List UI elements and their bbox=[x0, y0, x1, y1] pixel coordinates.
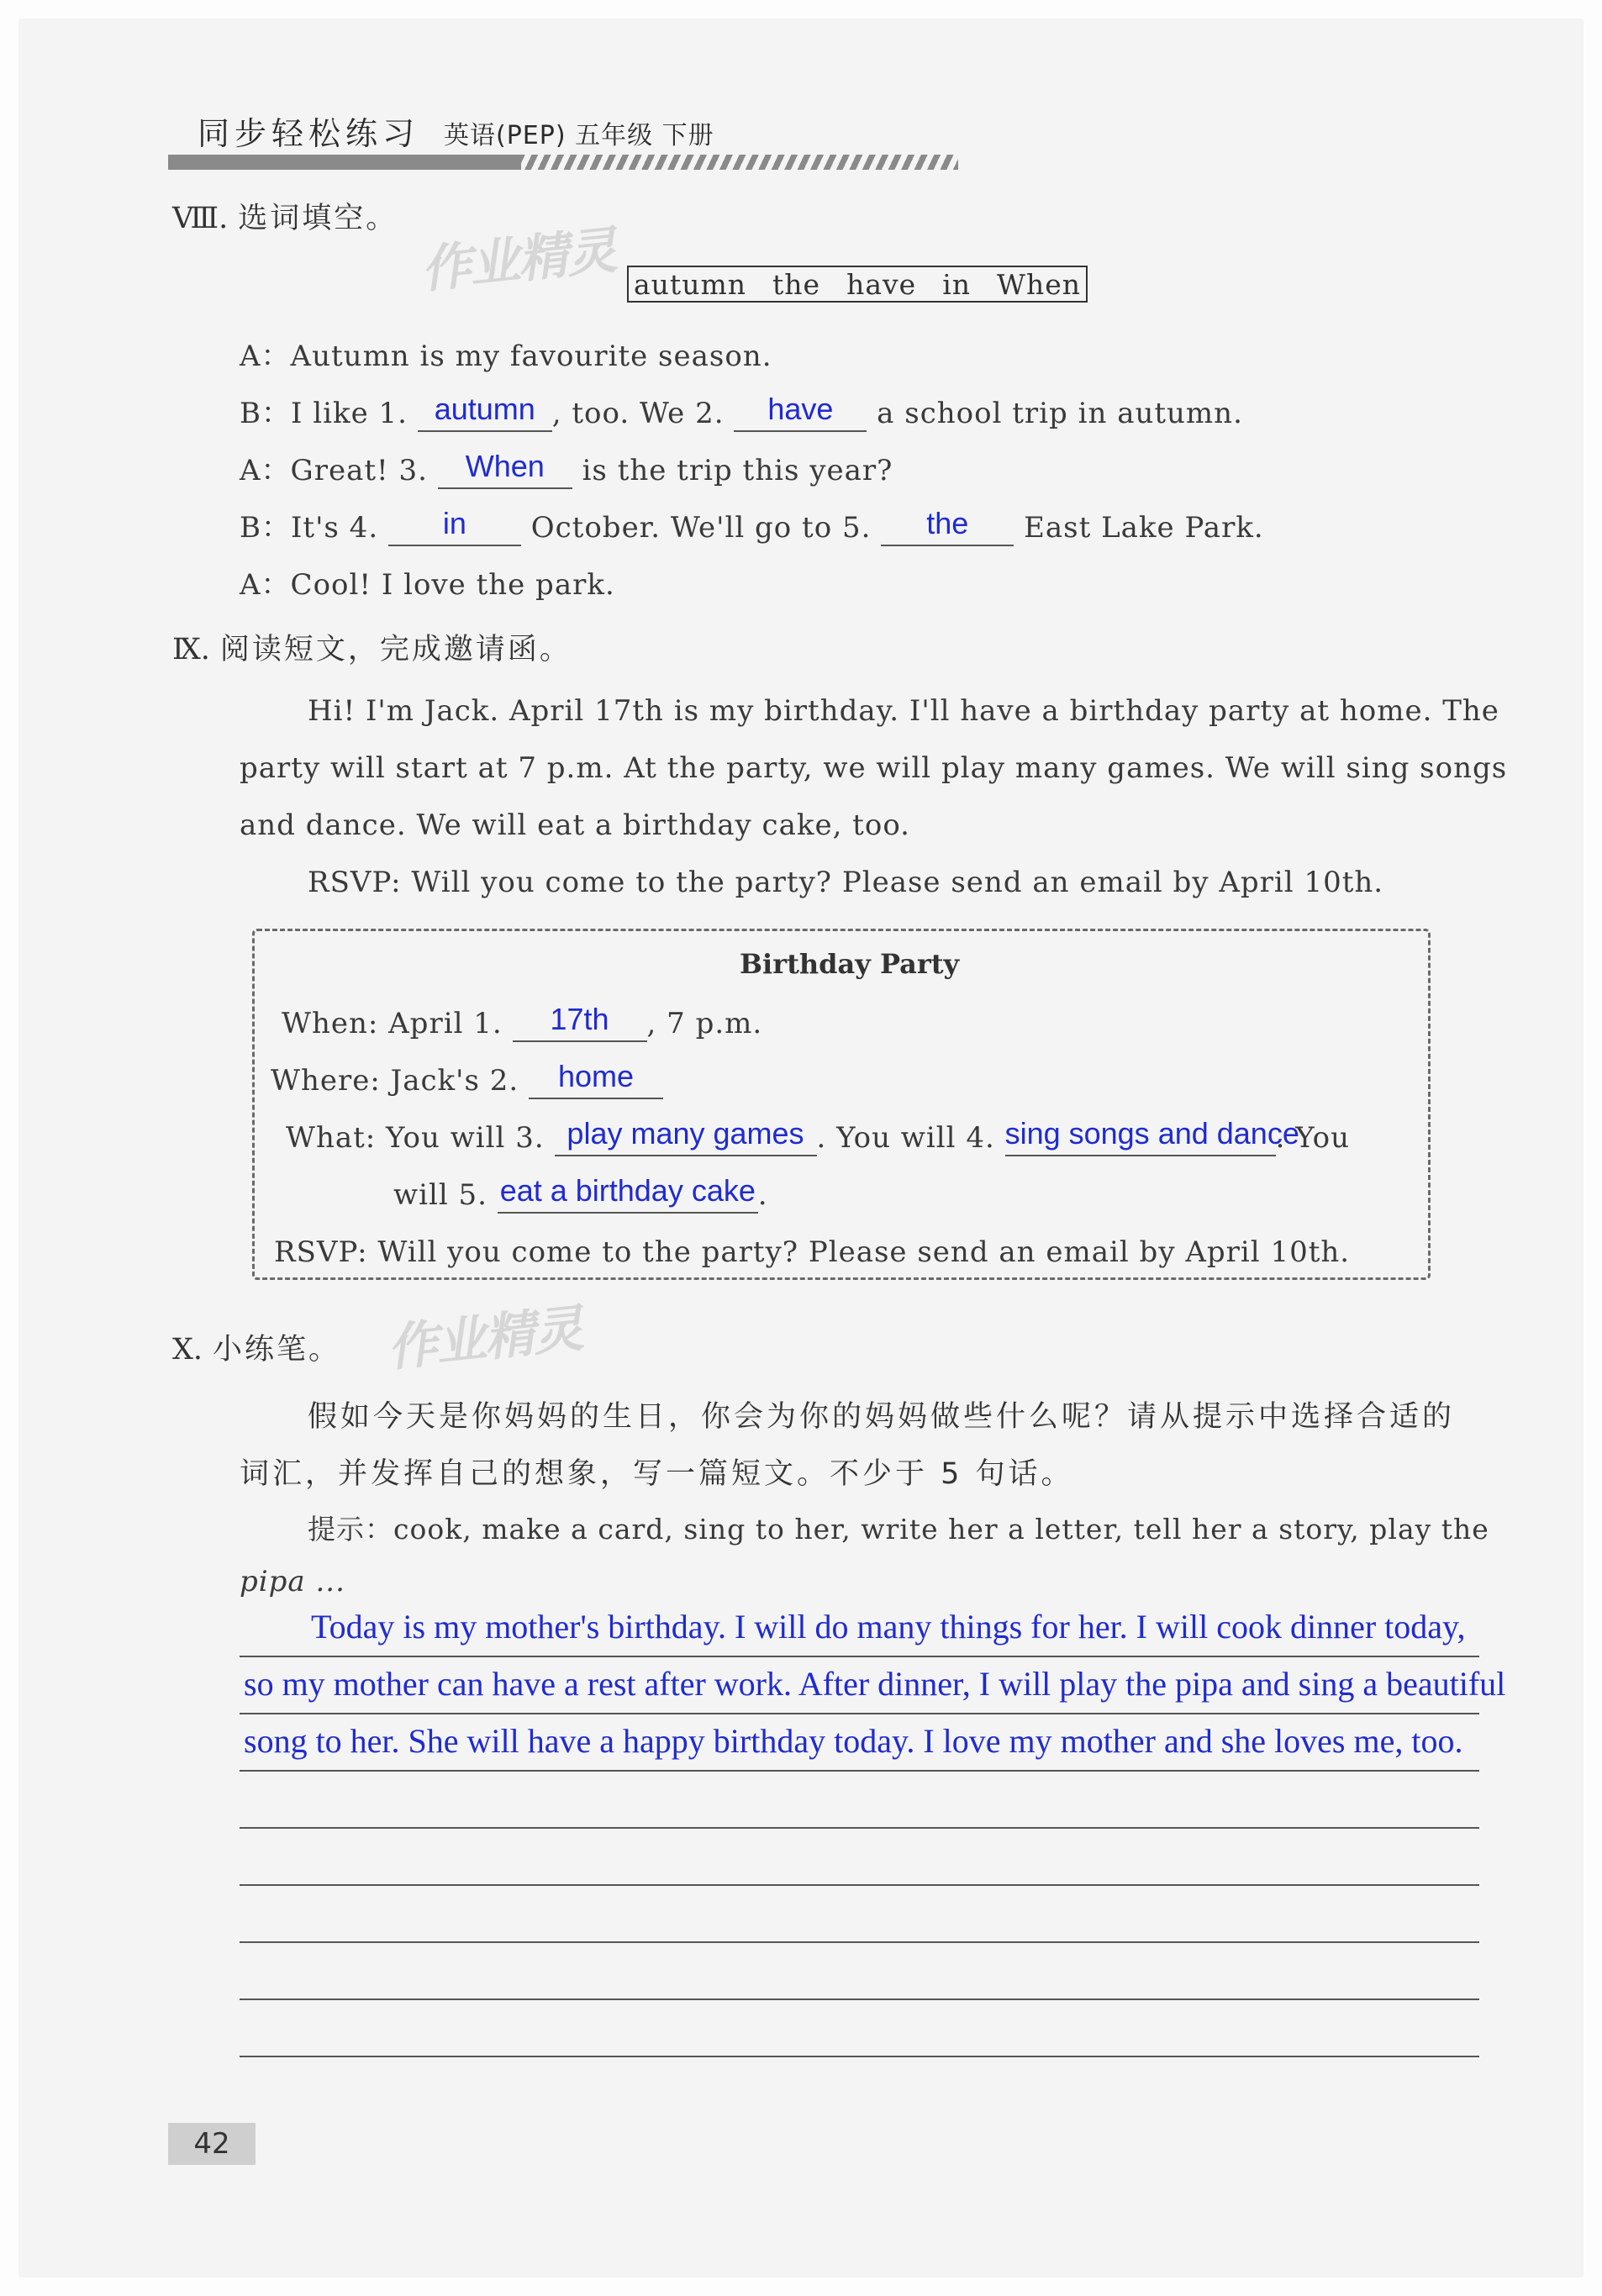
invitation-blank-3 bbox=[555, 1116, 817, 1156]
invitation-text: . You will 4. bbox=[816, 1121, 995, 1155]
dialogue-text: B：I like 1. bbox=[240, 397, 408, 430]
essay-line-2: so my mother can have a rest after work. After dinner, I will play the pipa and sing a beautiful bbox=[244, 1665, 1506, 1703]
invitation-where bbox=[271, 1059, 663, 1099]
section-9-number: Ⅸ. bbox=[172, 633, 210, 666]
header-title: 同步轻松练习 bbox=[198, 115, 420, 152]
invitation-rsvp: RSVP: Will you come to the party? Please send an email by April 10th. bbox=[274, 1235, 1351, 1269]
writing-line bbox=[240, 1941, 1479, 1943]
answer-4: in bbox=[442, 506, 466, 540]
writing-prompt-line-2: 词汇，并发挥自己的想象，写一篇短文。不少于 5 句话。 bbox=[240, 1457, 1074, 1491]
section-8-heading bbox=[172, 195, 398, 237]
invitation-what bbox=[286, 1116, 1351, 1156]
invitation-blank-1 bbox=[513, 1002, 647, 1042]
word-bank-item: in bbox=[942, 267, 972, 301]
header-divider-solid bbox=[168, 155, 521, 170]
invitation-card bbox=[252, 929, 1431, 1280]
invitation-title: Birthday Party bbox=[740, 948, 960, 980]
word-bank-item: autumn bbox=[634, 267, 746, 301]
invitation-will bbox=[393, 1173, 768, 1214]
section-8-number: Ⅷ. bbox=[172, 202, 229, 235]
invitation-text: will 5. bbox=[393, 1178, 487, 1212]
passage-line-3: and dance. We will eat a birthday cake, too. bbox=[240, 808, 910, 842]
watermark: 作业精灵 bbox=[418, 221, 619, 300]
writing-line bbox=[240, 1827, 1479, 1829]
passage-line-2: party will start at 7 p.m. At the party, we will play many games. We will sing songs bbox=[240, 751, 1508, 785]
invitation-text: What: You will 3. bbox=[286, 1121, 545, 1155]
dialogue-line-5: A：Cool! I love the park. bbox=[240, 568, 615, 602]
dialogue-text: East Lake Park. bbox=[1024, 511, 1264, 545]
essay-line-1: Today is my mother's birthday. I will do many things for her. I will cook dinner today, bbox=[311, 1608, 1466, 1646]
watermark: 作业精灵 bbox=[384, 1299, 585, 1378]
answer-3: When bbox=[465, 449, 545, 483]
passage-line-1: Hi! I'm Jack. April 17th is my birthday. I'll have a birthday party at home. The bbox=[308, 694, 1499, 728]
invitation-text: . bbox=[757, 1178, 768, 1212]
invitation-text: When: April 1. bbox=[282, 1007, 503, 1040]
answer-1: autumn bbox=[434, 392, 535, 426]
dialogue-line-1: A：Autumn is my favourite season. bbox=[240, 340, 772, 373]
writing-hint-line-1: 提示：cook, make a card, sing to her, write her a letter, tell her a story, play the bbox=[308, 1513, 1489, 1546]
dialogue-text: A：Great! 3. bbox=[240, 454, 428, 487]
invitation-text: Where: Jack's 2. bbox=[271, 1064, 519, 1098]
word-bank bbox=[627, 266, 1088, 303]
answer-blank-2 bbox=[734, 392, 867, 432]
invitation-blank-5 bbox=[498, 1173, 758, 1214]
dialogue-text: a school trip in autumn. bbox=[877, 397, 1243, 430]
writing-line bbox=[240, 2056, 1479, 2057]
invitation-blank-4 bbox=[1004, 1116, 1299, 1156]
answer-blank-5 bbox=[881, 506, 1014, 546]
dialogue-text: October. We'll go to 5. bbox=[530, 511, 872, 545]
answer-2: have bbox=[767, 392, 834, 426]
invitation-answer-3: play many games bbox=[566, 1116, 804, 1151]
writing-line bbox=[240, 1713, 1479, 1714]
dialogue-line-2 bbox=[240, 390, 1243, 432]
invitation-answer-1: 17th bbox=[550, 1002, 609, 1036]
invitation-text: , 7 p.m. bbox=[646, 1007, 763, 1040]
passage-line-4: RSVP: Will you come to the party? Please send an email by April 10th. bbox=[308, 866, 1384, 899]
section-10-number: Ⅹ. bbox=[172, 1333, 203, 1367]
dialogue-text: , too. We 2. bbox=[551, 397, 725, 430]
section-10-heading bbox=[172, 1326, 340, 1368]
writing-line bbox=[240, 1998, 1479, 2000]
word-bank-item: have bbox=[846, 267, 917, 301]
header-subtitle: 英语(PEP) 五年级 下册 bbox=[444, 121, 714, 150]
dialogue-text: B：It's 4. bbox=[240, 511, 379, 545]
answer-5: the bbox=[926, 506, 969, 540]
writing-line bbox=[240, 1770, 1479, 1772]
writing-line bbox=[240, 1884, 1479, 1886]
invitation-answer-4: sing songs and dance bbox=[1004, 1116, 1299, 1151]
dialogue-line-4 bbox=[240, 504, 1264, 546]
invitation-when bbox=[282, 1002, 763, 1042]
page-number: 42 bbox=[168, 2123, 256, 2165]
invitation-text: . You bbox=[1275, 1121, 1351, 1155]
section-8-instruction: 选词填空。 bbox=[238, 202, 398, 235]
section-9-heading bbox=[172, 626, 572, 668]
answer-blank-4 bbox=[388, 506, 521, 546]
writing-prompt-line-1: 假如今天是你妈妈的生日，你会为你的妈妈做些什么呢？请从提示中选择合适的 bbox=[308, 1400, 1456, 1434]
writing-line bbox=[240, 1656, 1479, 1657]
invitation-blank-2 bbox=[529, 1059, 663, 1099]
word-bank-item: the bbox=[772, 267, 821, 301]
answer-blank-1 bbox=[418, 392, 552, 432]
essay-line-3: song to her. She will have a happy birthday today. I love my mother and she loves me, too. bbox=[244, 1722, 1463, 1760]
section-9-instruction: 阅读短文，完成邀请函。 bbox=[219, 633, 572, 666]
dialogue-text: is the trip this year? bbox=[582, 454, 893, 487]
invitation-answer-5: eat a birthday cake bbox=[499, 1173, 756, 1208]
section-10-instruction: 小练笔。 bbox=[213, 1333, 341, 1367]
answer-blank-3 bbox=[438, 449, 572, 489]
writing-hint-line-2: pipa ... bbox=[240, 1565, 345, 1598]
word-bank-item: When bbox=[997, 267, 1081, 301]
dialogue-line-3 bbox=[240, 447, 893, 489]
invitation-answer-2: home bbox=[557, 1059, 635, 1093]
